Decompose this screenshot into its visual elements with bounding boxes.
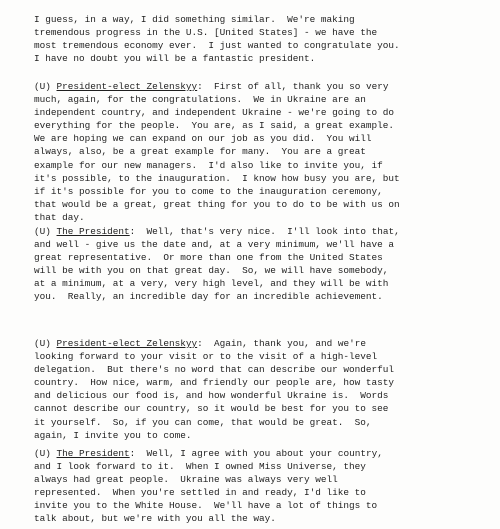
paragraph-text: I guess, in a way, I did something similar. We're making tremendous progress in the U.S. [United States] - we have the most tremendous economy ever. I just wanted to congratulate you. I have no doubt you will be a fantastic president.	[34, 14, 400, 65]
speaker-label: President-elect Zelenskyy	[56, 81, 198, 92]
transcript-paragraph-1	[34, 13, 400, 65]
classification-marking: (U)	[34, 338, 57, 349]
paragraph-text: : Again, thank you, and we're looking forward to your visit or to the visit of a high-level delegation. But there's no word that can describe our wonderful country. How nice, warm, and friendly our people are, how tasty and delicious our food is, and how wonderful Ukraine is. Words cannot describe our country, so it would be best for you to see it yourself. So, if you can come, that would be great. So, again, I invite you to come.	[34, 338, 395, 441]
paragraph-text: : First of all, thank you so very much, again, for the congratulations. We in Ukraine are an independent country, and independent Ukraine - we're going to do everything for the people. You are, as I said, a great example. We are hoping we can expand on our job as you did. You will always, also, be a great example for many. You are a great example for our new managers. I'd also like to invite you, if it's possible, to the inauguration. I know how busy you are, but if it's possible for you to come to the inauguration ceremony, that would be a great, great thing for you to do to be with us on that day.	[34, 81, 400, 223]
classification-marking: (U)	[34, 226, 57, 237]
paragraph-text: : Well, that's very nice. I'll look into that, and well - give us the date and, at a very minimum, we'll have a great representative. Or more than one from the United States will be with you on that great day. So, we will have somebody, at a minimum, at a very, very high level, and they will be with you. Really, an incredible day for an incredible achievement.	[34, 226, 400, 303]
transcript-paragraph-4	[34, 337, 394, 442]
classification-marking: (U)	[34, 448, 57, 459]
speaker-label: President-elect Zelenskyy	[56, 338, 198, 349]
transcript-paragraph-2	[34, 80, 400, 224]
speaker-label: The President	[56, 448, 130, 459]
paragraph-text: : Well, I agree with you about your country, and I look forward to it. When I owned Miss Universe, they always had great people. Ukraine was always very well represented. When you're settled in and ready, I'd like to invite you to the White House. We'll have a lot of things to talk about, but we're with you all the way.	[34, 448, 383, 525]
transcript-paragraph-3	[34, 225, 400, 304]
speaker-label: The President	[56, 226, 130, 237]
transcript-paragraph-5	[34, 447, 383, 526]
classification-marking: (U)	[34, 81, 57, 92]
